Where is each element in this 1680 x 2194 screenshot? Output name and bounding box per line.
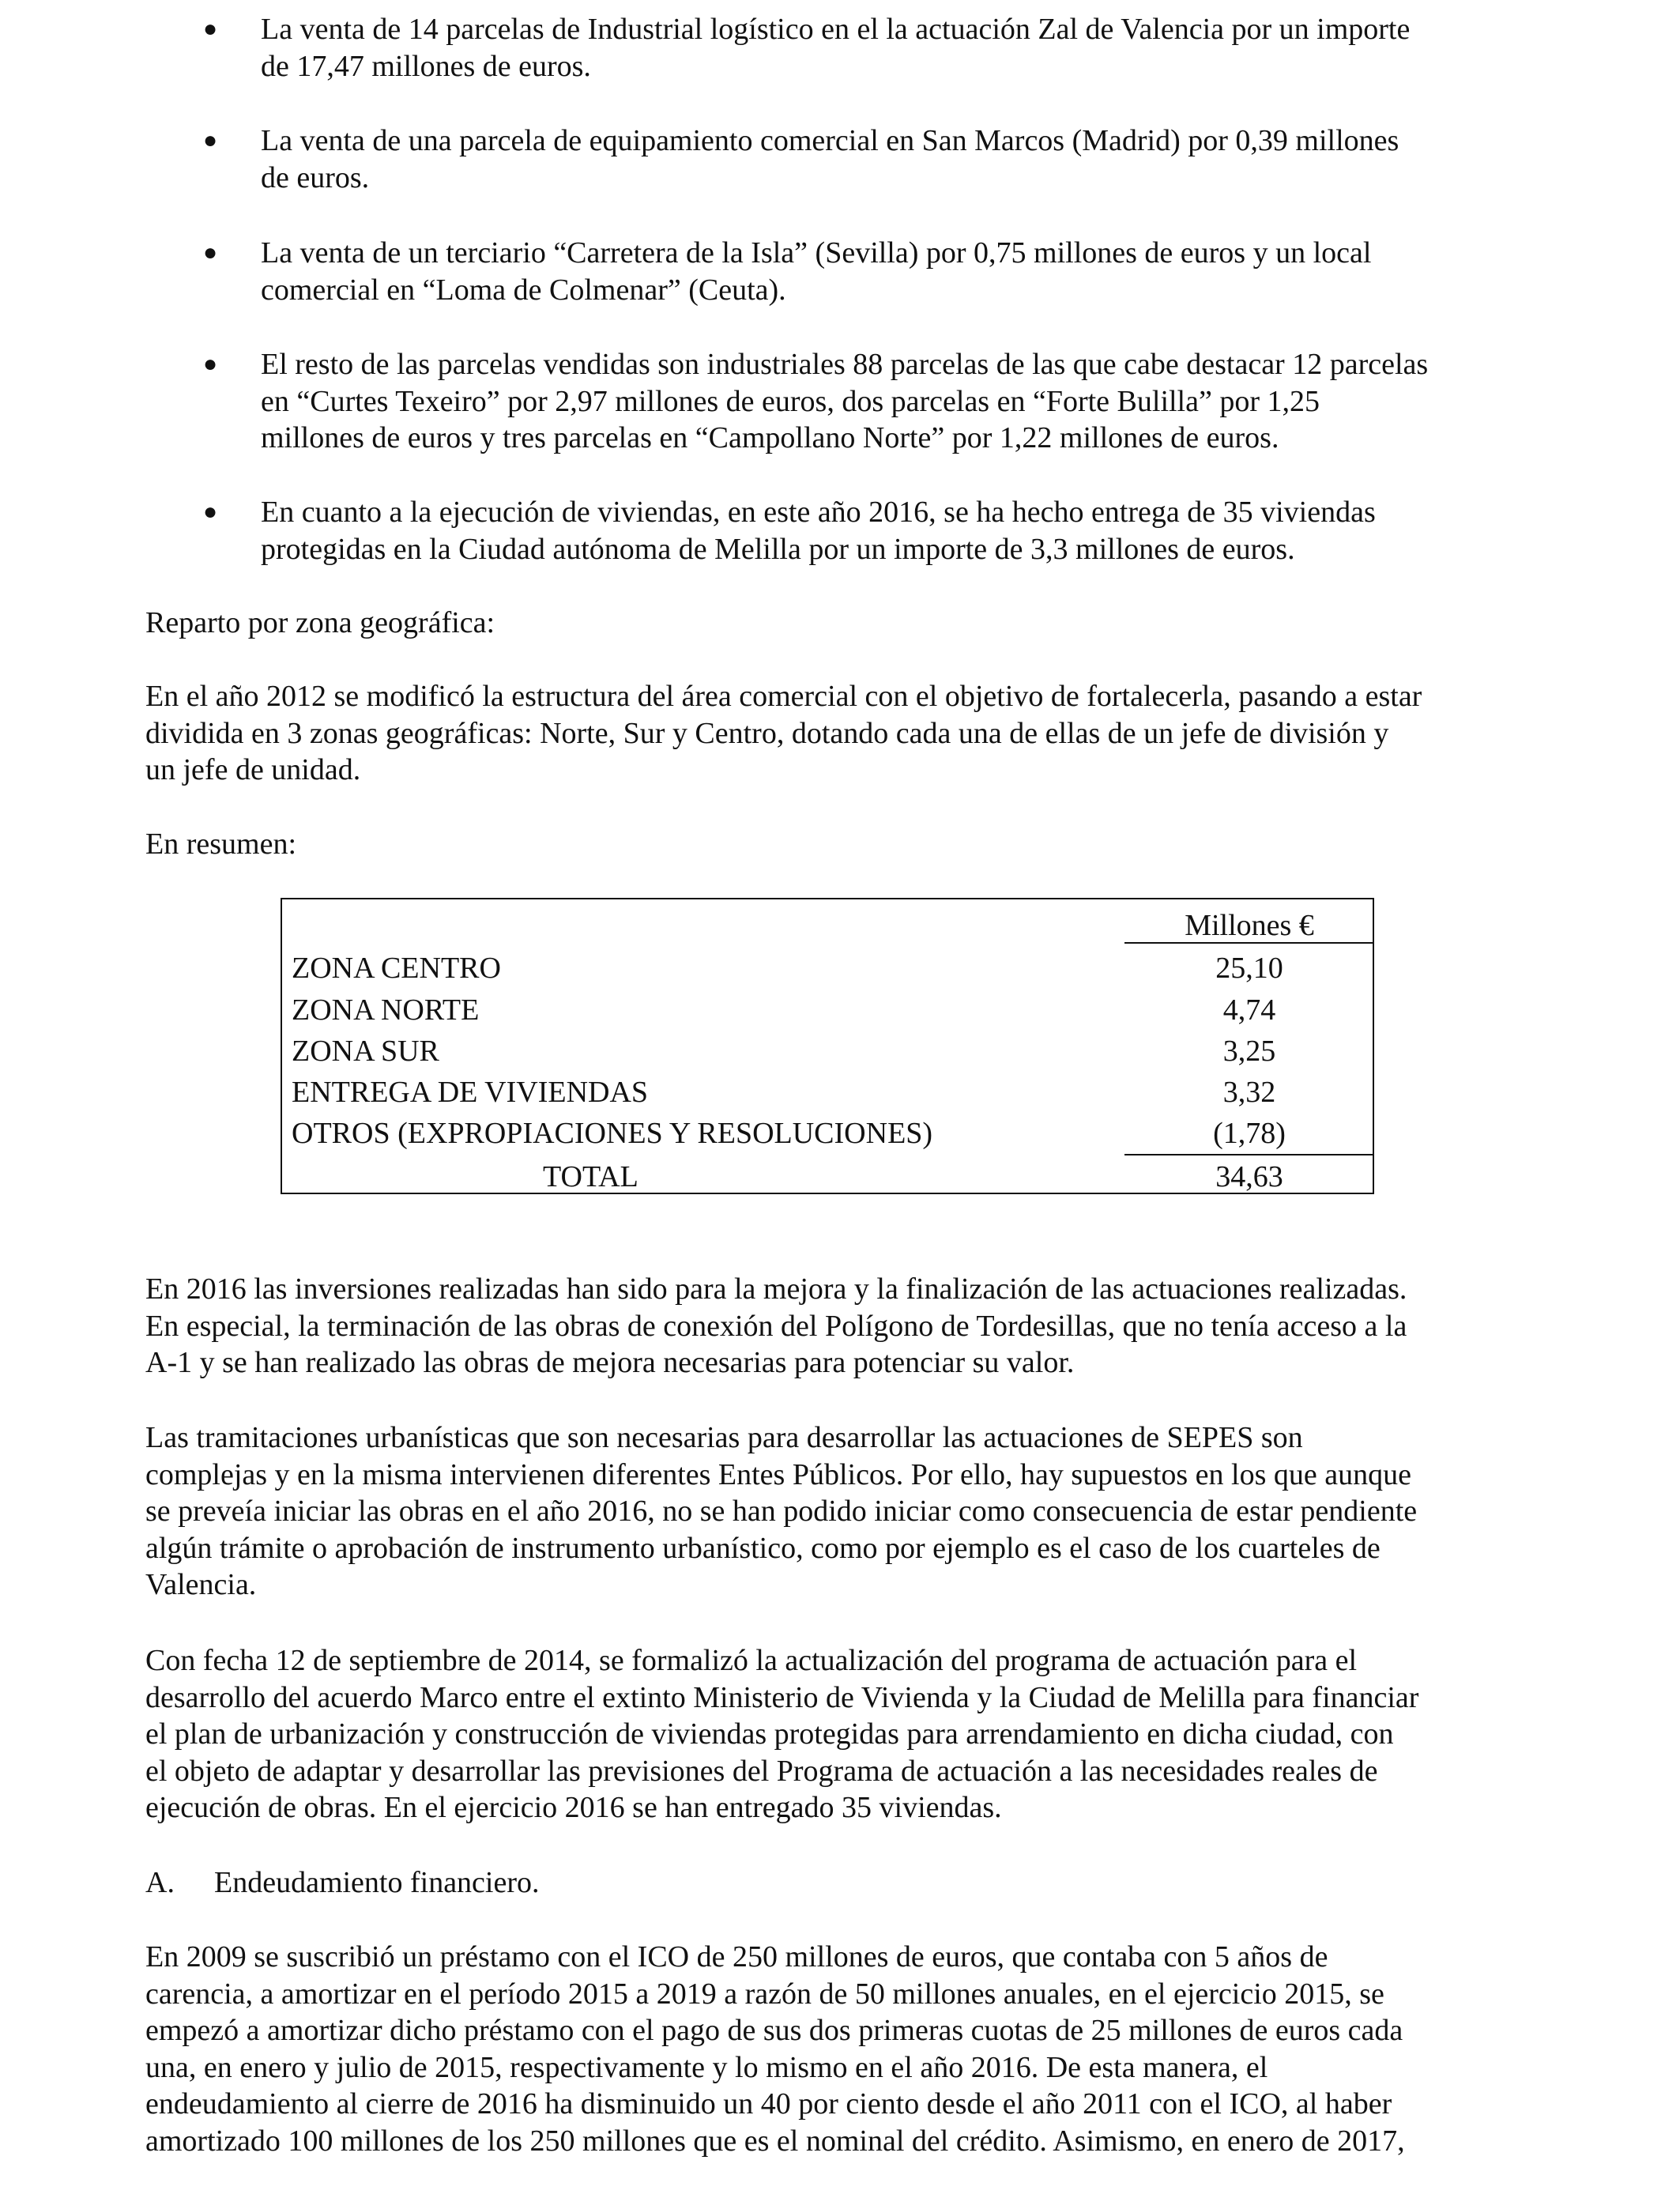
text-line: En especial, la terminación de las obras de conexión del Polígono de Tordesillas, que no tenía acceso a la [145, 1309, 1407, 1343]
total-rule [1124, 1154, 1374, 1155]
bullet-item [203, 494, 1512, 567]
resumen-heading: En resumen: [145, 827, 297, 861]
table-total-row [282, 1159, 1374, 1200]
row-value: 25,10 [1215, 952, 1283, 985]
table-row [282, 1033, 1374, 1074]
text-line: La venta de una parcela de equipamiento comercial en San Marcos (Madrid) por 0,39 millones [261, 124, 1399, 157]
tramitaciones-paragraph [145, 1419, 1512, 1604]
bullet-item [203, 235, 1512, 308]
text-line: un jefe de unidad. [145, 753, 361, 786]
bullet-icon: ● [203, 499, 218, 525]
text-line: desarrollo del acuerdo Marco entre el extinto Ministerio de Vivienda y la Ciudad de Melilla para financiar [145, 1680, 1419, 1714]
section-title: Endeudamiento financiero. [214, 1866, 540, 1899]
text-line: de 17,47 millones de euros. [261, 49, 591, 83]
row-value: 3,32 [1222, 1076, 1276, 1109]
text-line: protegidas en la Ciudad autónoma de Melilla por un importe de 3,3 millones de euros. [261, 532, 1295, 566]
ico-paragraph [145, 1939, 1512, 2159]
text-line: endeudamiento al cierre de 2016 ha disminuido un 40 por ciento desde el año 2011 con el ICO, al haber [145, 2087, 1392, 2120]
row-value: 4,74 [1222, 993, 1276, 1027]
total-value: 34,63 [1215, 1160, 1283, 1193]
bullet-item [203, 11, 1512, 85]
bullet-icon: ● [203, 351, 218, 377]
melilla-paragraph [145, 1642, 1512, 1826]
text-line: algún trámite o aprobación de instrumento urbanístico, como por ejemplo es el caso de los cuarteles de [145, 1531, 1381, 1565]
row-value: 3,25 [1222, 1035, 1276, 1068]
section-heading [145, 1864, 540, 1902]
text-line: dividida en 3 zonas geográficas: Norte, Sur y Centro, dotando cada una de ellas de un jefe de división y [145, 716, 1389, 750]
inversiones-paragraph [145, 1271, 1512, 1382]
summary-table [281, 898, 1374, 1194]
text-line: En 2009 se suscribió un préstamo con el ICO de 250 millones de euros, que contaba con 5 años de [145, 1940, 1328, 1973]
row-label: ZONA NORTE [292, 993, 480, 1027]
text-line: En cuanto a la ejecución de viviendas, en este año 2016, se ha hecho entrega de 35 viviendas [261, 496, 1376, 529]
text-line: amortizado 100 millones de los 250 millones que es el nominal del crédito. Asimismo, en enero de 2017, [145, 2124, 1405, 2158]
text-line: ejecución de obras. En el ejercicio 2016 se han entregado 35 viviendas. [145, 1791, 1002, 1824]
text-line: empezó a amortizar dicho préstamo con el pago de sus dos primeras cuotas de 25 millones de euros cada [145, 2014, 1403, 2047]
text-line: En el año 2012 se modificó la estructura del área comercial con el objetivo de fortalecerla, pasando a estar [145, 680, 1422, 713]
reparto-paragraph [145, 678, 1512, 789]
bullet-item [203, 123, 1512, 196]
row-label: OTROS (EXPROPIACIONES Y RESOLUCIONES) [292, 1117, 933, 1150]
text-line: en “Curtes Texeiro” por 2,97 millones de euros, dos parcelas en “Forte Bulilla” por 1,25 [261, 384, 1320, 418]
text-line: carencia, a amortizar en el período 2015 a 2019 a razón de 50 millones anuales, en el ejercicio 2015, se [145, 1977, 1384, 2011]
text-line: el objeto de adaptar y desarrollar las previsiones del Programa de actuación a las necesidades reales de [145, 1754, 1378, 1788]
text-line: La venta de un terciario “Carretera de la Isla” (Sevilla) por 0,75 millones de euros y un local [261, 236, 1372, 270]
text-line: de euros. [261, 160, 370, 194]
row-label: ZONA CENTRO [292, 952, 501, 985]
reparto-heading: Reparto por zona geográfica: [145, 606, 495, 639]
text-line: comercial en “Loma de Colmenar” (Ceuta). [261, 273, 786, 307]
text-line: Valencia. [145, 1568, 257, 1601]
column-rule [1124, 942, 1374, 944]
total-label: TOTAL [543, 1160, 638, 1193]
row-label: ENTREGA DE VIVIENDAS [292, 1076, 649, 1109]
text-line: En 2016 las inversiones realizadas han sido para la mejora y la finalización de las actuaciones realizadas. [145, 1272, 1407, 1306]
text-line: el plan de urbanización y construcción de viviendas protegidas para arrendamiento en dicha ciudad, con [145, 1717, 1394, 1751]
text-line: se preveía iniciar las obras en el año 2016, no se han podido iniciar como consecuencia de estar pendiente [145, 1495, 1418, 1528]
text-line: millones de euros y tres parcelas en “Campollano Norte” por 1,22 millones de euros. [261, 421, 1279, 454]
table-header-millones: Millones € [1185, 909, 1314, 942]
text-line: complejas y en la misma intervienen diferentes Entes Públicos. Por ello, hay supuestos en los que aunque [145, 1457, 1411, 1491]
row-label: ZONA SUR [292, 1035, 439, 1068]
text-line: El resto de las parcelas vendidas son industriales 88 parcelas de las que cabe destacar 12 parcelas [261, 348, 1429, 381]
table-row [282, 1074, 1374, 1115]
section-letter: A. [145, 1866, 175, 1899]
bullet-icon: ● [203, 16, 218, 42]
text-line: una, en enero y julio de 2015, respectivamente y lo mismo en el año 2016. De esta manera, el [145, 2050, 1268, 2084]
text-line: La venta de 14 parcelas de Industrial logístico en el la actuación Zal de Valencia por un importe [261, 13, 1411, 46]
table-row [282, 992, 1374, 1033]
bullet-icon: ● [203, 127, 218, 153]
bullet-item [203, 346, 1512, 457]
table-row [282, 950, 1374, 991]
row-value: (1,78) [1213, 1117, 1286, 1150]
table-row [282, 1115, 1374, 1156]
text-line: A-1 y se han realizado las obras de mejora necesarias para potenciar su valor. [145, 1346, 1075, 1379]
bullet-icon: ● [203, 239, 218, 266]
text-line: Con fecha 12 de septiembre de 2014, se formalizó la actualización del programa de actuación para el [145, 1644, 1358, 1677]
text-line: Las tramitaciones urbanísticas que son necesarias para desarrollar las actuaciones de SEPES son [145, 1421, 1303, 1454]
